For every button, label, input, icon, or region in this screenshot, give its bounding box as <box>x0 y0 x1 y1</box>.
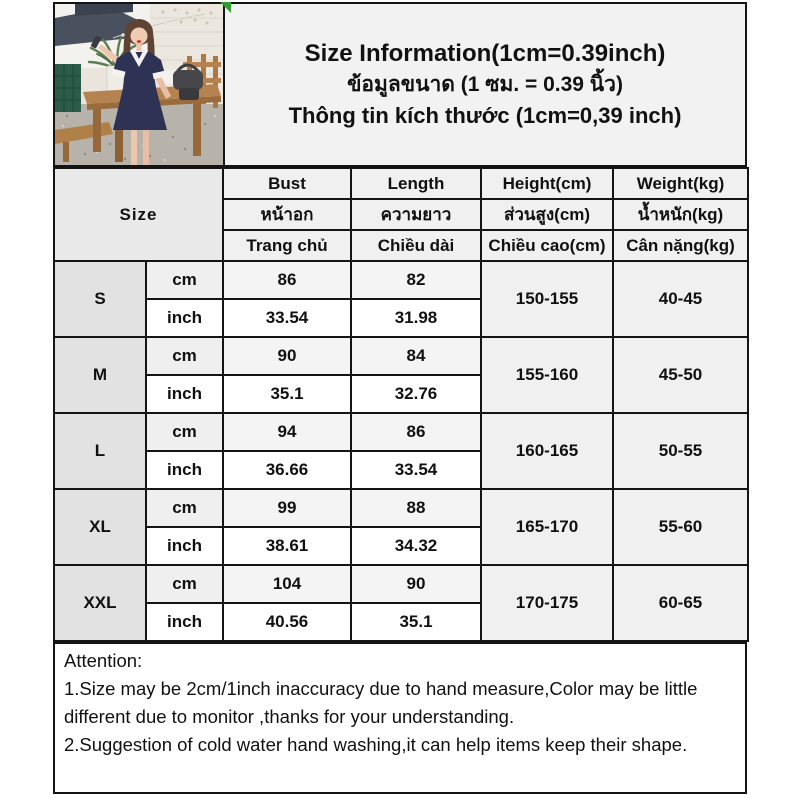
size-chart-sheet <box>53 2 747 794</box>
bust-cm-value: 104 <box>223 565 351 603</box>
size-label: S <box>54 261 146 337</box>
height-range: 160-165 <box>481 413 613 489</box>
col-header-length-th: ความยาว <box>351 199 481 230</box>
col-header-weight-en: Weight(kg) <box>613 168 748 199</box>
length-cm-value: 86 <box>351 413 481 451</box>
unit-cm: cm <box>146 337 223 375</box>
weight-range: 45-50 <box>613 337 748 413</box>
bust-cm-value: 99 <box>223 489 351 527</box>
length-cm-value: 82 <box>351 261 481 299</box>
size-label: M <box>54 337 146 413</box>
unit-cm: cm <box>146 489 223 527</box>
title-panel <box>225 2 747 167</box>
col-header-weight-th: น้ำหนัก(kg) <box>613 199 748 230</box>
col-header-bust-en: Bust <box>223 168 351 199</box>
weight-range: 50-55 <box>613 413 748 489</box>
col-header-bust-th: หน้าอก <box>223 199 351 230</box>
product-photo-illustration <box>55 4 223 165</box>
col-header-height-en: Height(cm) <box>481 168 613 199</box>
length-inch-value: 34.32 <box>351 527 481 565</box>
size-label: XL <box>54 489 146 565</box>
length-inch-value: 35.1 <box>351 603 481 641</box>
top-row <box>53 2 747 167</box>
height-range: 170-175 <box>481 565 613 641</box>
weight-range: 55-60 <box>613 489 748 565</box>
col-header-bust-vi: Trang chủ <box>223 230 351 261</box>
weight-range: 60-65 <box>613 565 748 641</box>
bust-inch-value: 35.1 <box>223 375 351 413</box>
col-header-height-th: ส่วนสูง(cm) <box>481 199 613 230</box>
bust-cm-value: 90 <box>223 337 351 375</box>
title-vietnamese: Thông tin kích thước (1cm=0,39 inch) <box>288 103 682 128</box>
bust-inch-value: 40.56 <box>223 603 351 641</box>
attention-heading: Attention: <box>64 650 143 671</box>
bust-inch-value: 33.54 <box>223 299 351 337</box>
length-inch-value: 33.54 <box>351 451 481 489</box>
unit-inch: inch <box>146 603 223 641</box>
size-header-cell: Size <box>54 168 223 261</box>
bust-inch-value: 38.61 <box>223 527 351 565</box>
title-thai: ข้อมูลขนาด (1 ซม. = 0.39 นิ้ว) <box>347 73 623 96</box>
col-header-height-vi: Chiều cao(cm) <box>481 230 613 261</box>
size-table <box>53 167 749 642</box>
length-inch-value: 32.76 <box>351 375 481 413</box>
unit-inch: inch <box>146 299 223 337</box>
bust-cm-value: 94 <box>223 413 351 451</box>
attention-note-1: 1.Size may be 2cm/1inch inaccuracy due to hand measure,Color may be little different due to monitor ,thanks for your understanding. <box>64 678 698 727</box>
height-range: 165-170 <box>481 489 613 565</box>
col-header-length-en: Length <box>351 168 481 199</box>
bust-cm-value: 86 <box>223 261 351 299</box>
unit-cm: cm <box>146 261 223 299</box>
green-corner-accent <box>220 2 231 13</box>
height-range: 155-160 <box>481 337 613 413</box>
product-photo <box>53 2 225 167</box>
length-cm-value: 90 <box>351 565 481 603</box>
unit-cm: cm <box>146 565 223 603</box>
unit-inch: inch <box>146 375 223 413</box>
attention-box <box>53 642 747 794</box>
size-label: L <box>54 413 146 489</box>
col-header-weight-vi: Cân nặng(kg) <box>613 230 748 261</box>
bust-inch-value: 36.66 <box>223 451 351 489</box>
length-inch-value: 31.98 <box>351 299 481 337</box>
weight-range: 40-45 <box>613 261 748 337</box>
height-range: 150-155 <box>481 261 613 337</box>
col-header-length-vi: Chiều dài <box>351 230 481 261</box>
unit-inch: inch <box>146 451 223 489</box>
attention-note-2: 2.Suggestion of cold water hand washing,it can help items keep their shape. <box>64 734 688 755</box>
length-cm-value: 84 <box>351 337 481 375</box>
unit-cm: cm <box>146 413 223 451</box>
title-english: Size Information(1cm=0.39inch) <box>304 40 666 67</box>
length-cm-value: 88 <box>351 489 481 527</box>
unit-inch: inch <box>146 527 223 565</box>
size-label: XXL <box>54 565 146 641</box>
